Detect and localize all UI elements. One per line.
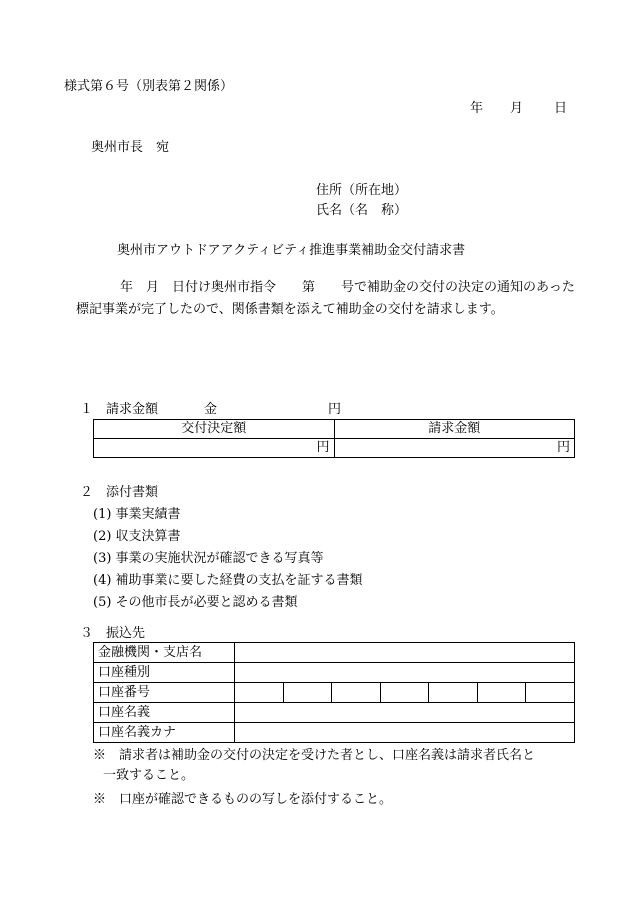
account-holder-cell[interactable] bbox=[235, 703, 575, 723]
section2-heading: ２ 添付書類 bbox=[80, 485, 159, 500]
bank-branch-cell[interactable] bbox=[235, 643, 575, 663]
attachment-item: (3) 事業の実施状況が確認できる写真等 bbox=[93, 551, 324, 566]
account-holder-kana-cell[interactable] bbox=[235, 723, 575, 743]
account-holder-kana-label: 口座名義カナ bbox=[94, 723, 235, 743]
account-holder-label: 口座名義 bbox=[94, 703, 235, 723]
bank-branch-label: 金融機関・支店名 bbox=[94, 643, 235, 663]
section1-heading bbox=[80, 401, 341, 419]
date-year: 年 bbox=[470, 101, 484, 116]
requested-amount-header: 請求金額 bbox=[334, 420, 575, 439]
kin-label: 金 bbox=[204, 402, 218, 417]
section3-heading: ３ 振込先 bbox=[80, 626, 146, 641]
date-day: 日 bbox=[554, 101, 568, 116]
account-type-cell[interactable] bbox=[235, 663, 575, 683]
attachment-item: (2) 収支決算書 bbox=[93, 529, 181, 544]
attachment-item: (1) 事業実績書 bbox=[93, 507, 181, 522]
note-2: ※ 口座が確認できるものの写しを添付すること。 bbox=[93, 792, 393, 807]
request-amount-label: １ 請求金額 bbox=[80, 402, 159, 417]
account-digit-cell[interactable] bbox=[332, 683, 381, 703]
addressee: 奥州市長 宛 bbox=[91, 140, 170, 155]
form-number: 様式第６号（別表第２関係） bbox=[64, 79, 234, 94]
account-digit-cell[interactable] bbox=[429, 683, 478, 703]
account-number-label: 口座番号 bbox=[94, 683, 235, 703]
note-1: ※ 請求者は補助金の交付の決定を受けた者とし、口座名義は請求者氏名と bbox=[93, 748, 536, 763]
granted-amount-cell[interactable]: 円 bbox=[94, 439, 335, 458]
account-type-label: 口座種別 bbox=[94, 663, 235, 683]
date-line bbox=[470, 100, 567, 118]
account-digit-cell[interactable] bbox=[283, 683, 332, 703]
granted-amount-header: 交付決定額 bbox=[94, 420, 335, 439]
attachment-item: (5) その他市長が必要と認める書類 bbox=[93, 595, 298, 610]
account-digit-cell[interactable] bbox=[526, 683, 575, 703]
name-label: 氏名（名 称） bbox=[316, 203, 408, 218]
date-month: 月 bbox=[510, 101, 524, 116]
account-digit-cell[interactable] bbox=[380, 683, 429, 703]
requested-amount-cell[interactable]: 円 bbox=[334, 439, 575, 458]
account-digit-cell[interactable] bbox=[235, 683, 284, 703]
amount-table bbox=[93, 419, 575, 458]
yen-label: 円 bbox=[328, 402, 342, 417]
body-paragraph: 年 月 日付け奥州市指令 第 号で補助金の交付の決定の通知のあった標記事業が完了したので、関係書類を添えて補助金の交付を請求します。 bbox=[76, 280, 575, 317]
attachment-item: (4) 補助事業に要した経費の支払を証する書類 bbox=[93, 573, 363, 588]
address-label: 住所（所在地） bbox=[316, 183, 408, 198]
document-title: 奥州市アウトドアアクティビティ推進事業補助金交付請求書 bbox=[117, 243, 466, 258]
bank-table bbox=[93, 642, 575, 743]
account-digit-cell[interactable] bbox=[477, 683, 526, 703]
note-1-continuation: 一致すること。 bbox=[103, 768, 195, 783]
